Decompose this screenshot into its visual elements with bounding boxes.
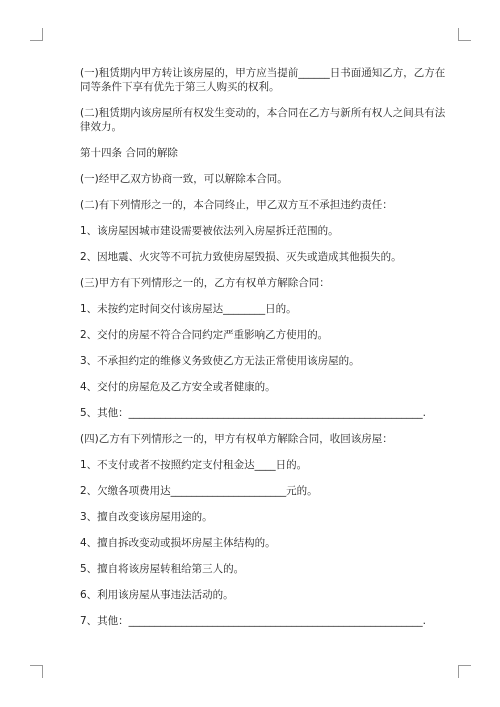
lessee-breach-6: 6、利用该房屋从事违法活动的。: [80, 589, 234, 601]
termination-item-4: (四)乙方有下列情形之一的，甲方有权单方解除合同，收回该房屋：: [80, 433, 393, 445]
termination-item-2: (二)有下列情形之一的，本合同终止，甲乙双方互不承担违约责任：: [80, 199, 393, 211]
clause-transfer-line-1: (一)租赁期内甲方转让该房屋的，甲方应当提前______日书面通知乙方，乙方在: [80, 67, 446, 79]
lessor-breach-3: 3、不承担约定的维修义务致使乙方无法正常使用该房屋的。: [80, 355, 360, 367]
document-page: [80, 66, 446, 628]
lessor-breach-1: 1、未按约定时间交付该房屋达________日的。: [80, 303, 297, 315]
lessee-breach-2: 2、欠缴各项费用达______________________元的。: [80, 485, 318, 497]
lessee-breach-3: 3、擅自改变该房屋用途的。: [80, 511, 213, 523]
termination-sub-1: 1、该房屋因城市建设需要被依法列入房屋拆迁范围的。: [80, 225, 339, 237]
crop-mark-bottom-left: [30, 665, 43, 678]
termination-sub-2: 2、因地震、火灾等不可抗力致使房屋毁损、灭失或造成其他损失的。: [80, 251, 402, 263]
crop-mark-bottom-right: [458, 665, 471, 678]
lessor-breach-4: 4、交付的房屋危及乙方安全或者健康的。: [80, 381, 276, 393]
termination-item-1: (一)经甲乙双方协商一致，可以解除本合同。: [80, 173, 288, 185]
crop-mark-top-left: [30, 28, 43, 41]
clause-transfer-line-2: 同等条件下享有优先于第三人购买的权利。: [80, 81, 280, 93]
lessor-breach-2: 2、交付的房屋不符合合同约定严重影响乙方使用的。: [80, 329, 329, 341]
lessee-breach-5: 5、擅自将该房屋转租给第三人的。: [80, 563, 245, 575]
crop-mark-top-right: [458, 28, 471, 41]
article-14-heading: 第十四条 合同的解除: [80, 147, 178, 159]
lessee-breach-1: 1、不支付或者不按照约定支付租金达____日的。: [80, 459, 308, 471]
termination-item-3: (三)甲方有下列情形之一的，乙方有权单方解除合同：: [80, 277, 330, 289]
lessee-breach-7: 7、其他：________________________________________________________.: [80, 615, 427, 627]
clause-ownership-line-1: (二)租赁期内该房屋所有权发生变动的，本合同在乙方与新所有权人之间具有法: [80, 107, 446, 119]
lessee-breach-4: 4、擅自拆改变动或损坏房屋主体结构的。: [80, 537, 276, 549]
lessor-breach-5: 5、其他：________________________________________________________.: [80, 407, 427, 419]
clause-ownership-line-2: 律效力。: [80, 121, 122, 133]
